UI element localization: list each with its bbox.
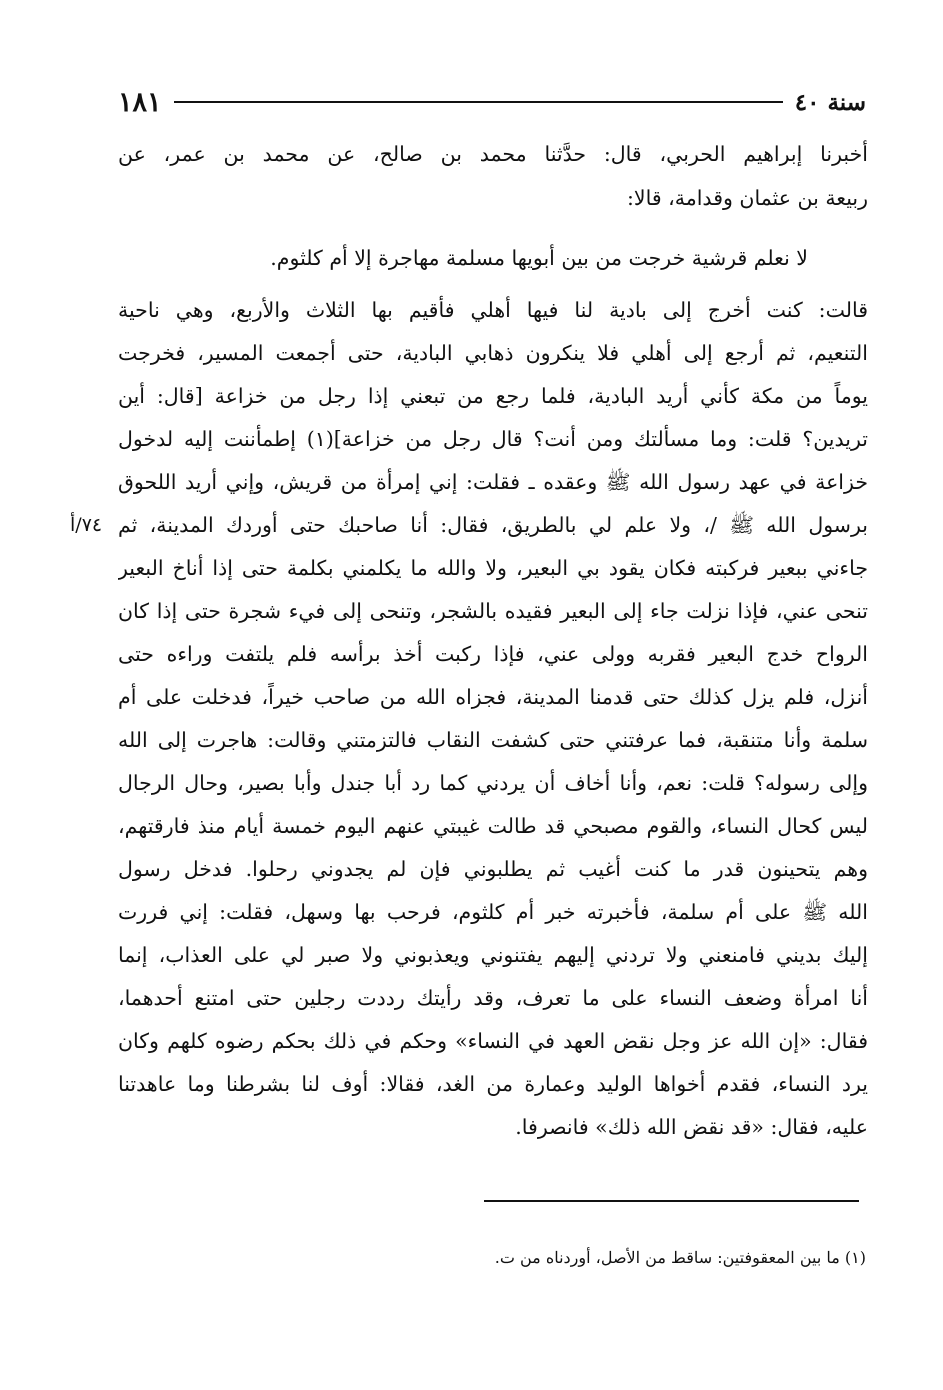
- text-line: ربيعة بن عثمان وقدامة، قالا:: [626, 186, 868, 210]
- text-line: يرد النساء، فقدم أخواها الوليد وعمارة من الغد، فقالا: أوف لنا بشرطنا وما عاهدتنا: [118, 1072, 868, 1096]
- text-line: تريدين؟ قلت: وما مسألتك ومن أنت؟ قال رجل من خزاعة](١) إطمأننت إليه لدخول: [118, 427, 868, 451]
- text-line: برسول الله ﷺ /، ولا علم لي بالطريق، فقال: أنا صاحبك حتى أوردك المدينة، ثم: [118, 513, 868, 537]
- text-line: أنا امرأة وضعف النساء على ما تعرف، وقد رأيتك رددت رجلين حتى امتنع أحدهما،: [118, 986, 868, 1010]
- quotation-line: لا نعلم قرشية خرجت من بين أبويها مسلمة مهاجرة إلا أم كلثوم.: [270, 246, 808, 270]
- header-rule: [174, 101, 783, 103]
- text-line: جاءني ببعير فركبته فكان يقود بي البعير، ولا والله ما يكلمني بكلمة حتى إذا أناخ البعير: [118, 556, 868, 580]
- text-line: فقال: «إن الله عز وجل نقض العهد في النساء» وحكم في ذلك بحكم رضوه كلهم وكان: [118, 1029, 868, 1053]
- footnote-rule: [484, 1200, 859, 1202]
- text-line: سلمة وأنا متنقبة، فما عرفتني حتى كشفت النقاب فالتزمتني وقالت: هاجرت إلى الله: [118, 728, 868, 752]
- text-line: وهم يتحينون قدر ما كنت أغيب ثم يطلبوني فإن لم يجدوني رحلوا. فدخل رسول: [118, 857, 868, 881]
- text-line: إليك بديني فامنعني ولا تردني إليهم يفتنوني ويعذبوني ولا صبر لي على العذاب، إنما: [118, 943, 868, 967]
- text-line: خزاعة في عهد رسول الله ﷺ وعقده ـ فقلت: إني إمرأة من قريش، وإني أريد اللحوق: [118, 470, 868, 494]
- text-line: ليس كحال النساء، والقوم مصبحي قد طالت غيبتي عنهم اليوم خمسة أيام منذ فارقتهم،: [118, 814, 868, 838]
- text-line: التنعيم، ثم أرجع إلى أهلي فلا ينكرون ذهابي البادية، حتى أجمعت المسير، فخرجت: [118, 341, 868, 365]
- footnote: (١) ما بين المعقوفتين: ساقط من الأصل، أوردناه من ت.: [494, 1248, 866, 1267]
- text-line: قالت: كنت أخرج إلى بادية لنا فيها أهلي فأقيم بها الثلاث والأربع، وهي ناحية: [118, 298, 868, 322]
- text-line: تنحى عني، فإذا نزلت جاء إلى البعير فقيده بالشجر، وتنحى إلى فيء شجرة حتى إذا كان: [118, 599, 868, 623]
- text-line: الرواح خدج البعير فقربه وولى عني، فإذا ركبت أخذ برأسه فلم يلتفت وراءه حتى: [118, 642, 868, 666]
- text-line: يوماً من مكة كأني أريد البادية، فلما رجع من تبعني إذا رجل من خزاعة [قال: أين: [118, 384, 868, 408]
- text-line: الله ﷺ على أم سلمة، فأخبرته خبر أم كلثوم، فرحب بها وسهل، فقلت: إني فررت: [118, 900, 868, 924]
- folio-margin-note: ٧٤/أ: [70, 514, 103, 536]
- running-head-year: سنة ٤٠: [794, 88, 866, 116]
- text-line: أخبرنا إبراهيم الحربي، قال: حدَّثنا محمد بن صالح، عن محمد بن عمر، عن: [118, 142, 868, 166]
- page-number: ١٨١: [118, 86, 162, 118]
- text-line: عليه، فقال: «قد نقض الله ذلك» فانصرفا.: [515, 1115, 868, 1139]
- text-line: أنزل، فلم يزل كذلك حتى قدمنا المدينة، فجزاه الله من صاحب خيراً، فدخلت على أم: [118, 685, 868, 709]
- text-line: وإلى رسوله؟ قلت: نعم، وأنا أخاف أن يردني كما رد أبا جندل وأبا بصير، وحال الرجال: [118, 771, 868, 795]
- page-header: [118, 82, 866, 122]
